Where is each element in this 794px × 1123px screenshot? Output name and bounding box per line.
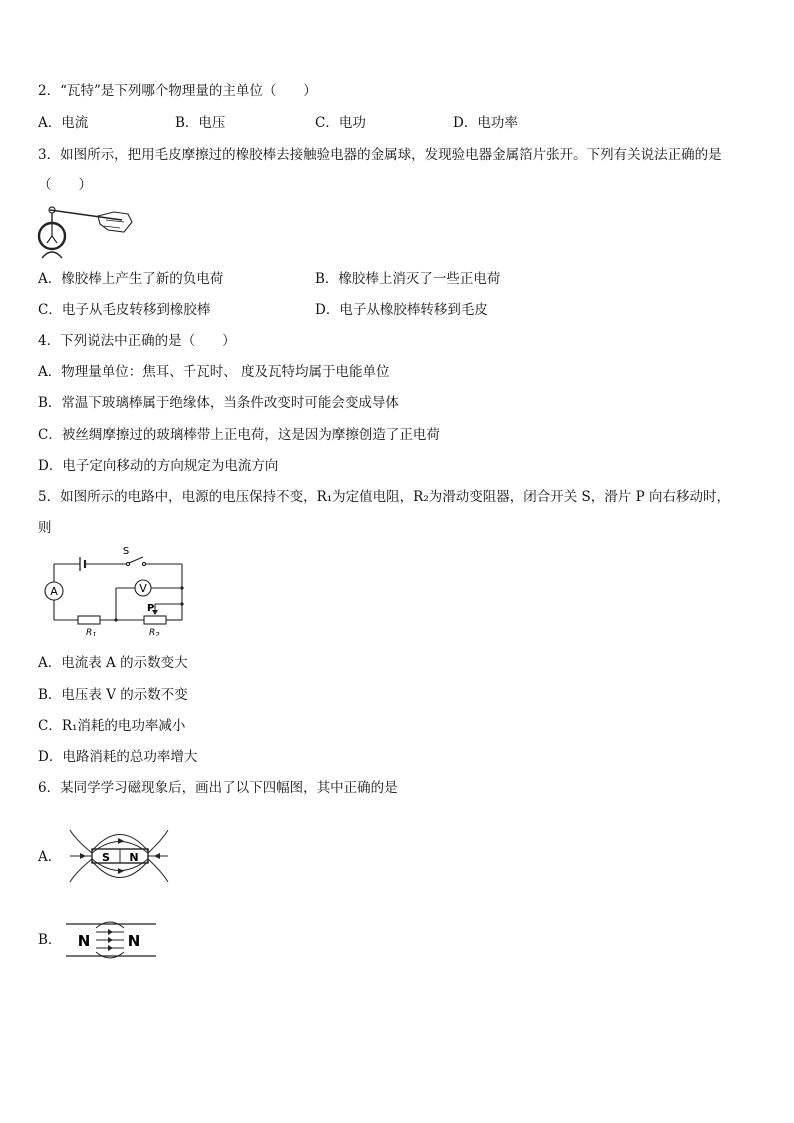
ammeter-label: A: [50, 585, 58, 598]
question-6-stem: 6．某同学学习磁现象后，画出了以下四幅图，其中正确的是: [38, 780, 398, 796]
q5-option-d: D．电路消耗的总功率增大: [38, 749, 198, 765]
question-4-stem: 4．下列说法中正确的是（ ）: [38, 333, 236, 349]
q4-option-b: B．常温下玻璃棒属于绝缘体，当条件改变时可能会变成导体: [38, 395, 399, 411]
voltmeter-label: V: [139, 582, 147, 595]
q6-option-b-label: B．: [38, 932, 62, 948]
r1-label: $R_1$: [86, 628, 97, 636]
q5-option-c: C．R₁消耗的电功率减小: [38, 718, 186, 734]
q5-option-b: B．电压表 V 的示数不变: [38, 687, 188, 703]
q6-option-a-label: A．: [38, 849, 62, 865]
magnet-a-left-pole: S: [102, 851, 110, 864]
r2-label: $R_2$: [149, 628, 160, 636]
question-2-stem: 2．“瓦特”是下列哪个物理量的主单位（ ）: [38, 83, 317, 99]
question-3-stem-line2: （ ）: [38, 177, 92, 193]
question-3-stem-line1: 3．如图所示，把用毛皮摩擦过的橡胶棒去接触验电器的金属球，发现验电器金属箔片张开。下列有关说法正确的是: [38, 147, 722, 163]
q3-option-b: B．橡胶棒上消灭了一些正电荷: [315, 271, 501, 287]
q4-option-a: A．物理量单位：焦耳、千瓦时、 度及瓦特均属于电能单位: [38, 364, 390, 380]
q3-option-a: A．橡胶棒上产生了新的负电荷: [38, 271, 224, 287]
switch-label: S: [122, 546, 130, 557]
like-poles-field-figure: [66, 918, 156, 962]
slider-label: P: [147, 603, 155, 614]
magnet-a-right-pole: N: [129, 851, 139, 864]
circuit-diagram: [40, 544, 190, 636]
q4-option-c: C．被丝绸摩擦过的玻璃棒带上正电荷，这是因为摩擦创造了正电荷: [38, 427, 440, 443]
electroscope-figure: [36, 198, 136, 260]
q3-option-d: D．电子从橡胶棒转移到毛皮: [315, 302, 488, 318]
question-5-stem-line1: 5．如图所示的电路中，电源的电压保持不变，R₁为定值电阻，R₂为滑动变阻器，闭合开关 S，滑片 P 向右移动时，: [38, 489, 730, 505]
q2-option-c: C．电功: [315, 115, 366, 131]
magnet-b-right-pole: N: [127, 932, 141, 950]
q5-option-a: A．电流表 A 的示数变大: [38, 655, 188, 671]
magnet-b-left-pole: N: [77, 932, 91, 950]
q2-option-d: D．电功率: [453, 115, 518, 131]
q4-option-d: D．电子定向移动的方向规定为电流方向: [38, 458, 279, 474]
q2-option-b: B．电压: [175, 115, 226, 131]
q2-option-a: A．电流: [38, 115, 89, 131]
q3-option-c: C．电子从毛皮转移到橡胶棒: [38, 302, 211, 318]
bar-magnet-field-figure: [66, 820, 172, 892]
question-5-stem-line2: 则: [38, 520, 52, 536]
